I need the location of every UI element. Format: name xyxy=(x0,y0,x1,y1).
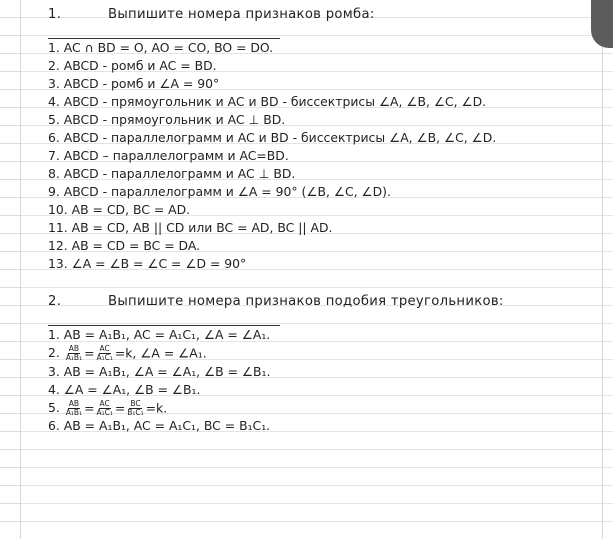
item-number: 5. xyxy=(48,399,60,415)
list-item: 12. AB = CD = BC = DA. xyxy=(48,238,201,253)
list-item: 11. AB = CD, AB || CD или BC = AD, BC || AD. xyxy=(48,220,333,235)
item-tail: =k. xyxy=(145,400,168,415)
fraction-denominator: A₁B₁ xyxy=(65,407,83,417)
list-item-fraction: 2. $\frac{AB}{\text{A₁B₁}}$ = $\frac{AC}{\text{A₁C₁}}$ =k, ∠A = ∠A₁. xyxy=(48,344,207,362)
fraction xyxy=(65,345,83,362)
list-item: 3. ABCD - ромб и ∠A = 90° xyxy=(48,76,220,91)
fraction-denominator: B₁C₁ xyxy=(127,407,144,417)
list-item: 13. ∠A = ∠B = ∠C = ∠D = 90° xyxy=(48,256,247,271)
fraction-numerator: AB xyxy=(68,344,80,353)
item-tail: =k, ∠A = ∠A₁. xyxy=(114,345,207,361)
fraction xyxy=(65,400,83,417)
question-1-list xyxy=(48,39,598,273)
list-item: 5. ABCD - прямоугольник и AC ⊥ BD. xyxy=(48,112,286,127)
list-item: 7. ABCD – параллелограмм и AC=BD. xyxy=(48,148,289,163)
question-2-number: 2. xyxy=(48,294,62,309)
list-item: 8. ABCD - параллелограмм и AC ⊥ BD. xyxy=(48,166,296,181)
list-item: 2. ABCD - ромб и AC = BD. xyxy=(48,58,217,73)
fraction-denominator: A₁B₁ xyxy=(65,353,83,362)
left-margin-column xyxy=(0,0,21,539)
fraction xyxy=(95,400,113,417)
list-item: 1. AC ∩ BD = O, AO = CO, BO = DO. xyxy=(48,40,274,55)
fraction-denominator: A₁C₁ xyxy=(96,353,113,362)
list-item: 4. ABCD - прямоугольник и AC и BD - биссектрисы ∠A, ∠B, ∠C, ∠D. xyxy=(48,94,487,109)
question-2-answer-line[interactable] xyxy=(48,311,280,326)
list-item: 9. ABCD - параллелограмм и ∠A = 90° (∠B, ∠C, ∠D). xyxy=(48,184,391,199)
question-1-title: Выпишите номера признаков ромба: xyxy=(108,7,375,22)
list-item: 6. ABCD - параллелограмм и AC и BD - биссектрисы ∠A, ∠B, ∠C, ∠D. xyxy=(48,130,497,145)
right-margin-column xyxy=(602,0,613,539)
list-item-fraction: 5. $\frac{AB}{\text{A₁B₁}}$ = $\frac{AC}{\text{A₁C₁}}$ = $\frac{BC}{\text{B₁C₁}}$ =k. xyxy=(48,398,168,417)
list-item: 4. ∠A = ∠A₁, ∠B = ∠B₁. xyxy=(48,381,201,397)
question-2-title: Выпишите номера признаков подобия треугольников: xyxy=(108,294,504,309)
fraction xyxy=(126,400,144,417)
list-item: 10. AB = CD, BC = AD. xyxy=(48,202,191,217)
question-2-list xyxy=(48,326,598,435)
item-number: 2. xyxy=(48,345,60,360)
fraction-denominator: A₁C₁ xyxy=(96,407,113,417)
question-2-heading xyxy=(48,293,598,311)
question-1-heading xyxy=(48,6,598,24)
worksheet-content xyxy=(48,6,598,435)
fraction-numerator: BC xyxy=(130,398,141,408)
list-item: 1. AB = A₁B₁, AC = A₁C₁, ∠A = ∠A₁. xyxy=(48,327,271,342)
fraction-numerator: AC xyxy=(99,398,110,408)
fraction-numerator: AC xyxy=(99,344,110,353)
fraction xyxy=(95,345,113,362)
list-item: 3. AB = A₁B₁, ∠A = ∠A₁, ∠B = ∠B₁. xyxy=(48,363,271,379)
question-1-number: 1. xyxy=(48,7,62,22)
list-item: 6. AB = A₁B₁, AC = A₁C₁, BC = B₁C₁. xyxy=(48,418,271,433)
question-1-answer-line[interactable] xyxy=(48,24,280,39)
fraction-numerator: AB xyxy=(68,398,80,408)
